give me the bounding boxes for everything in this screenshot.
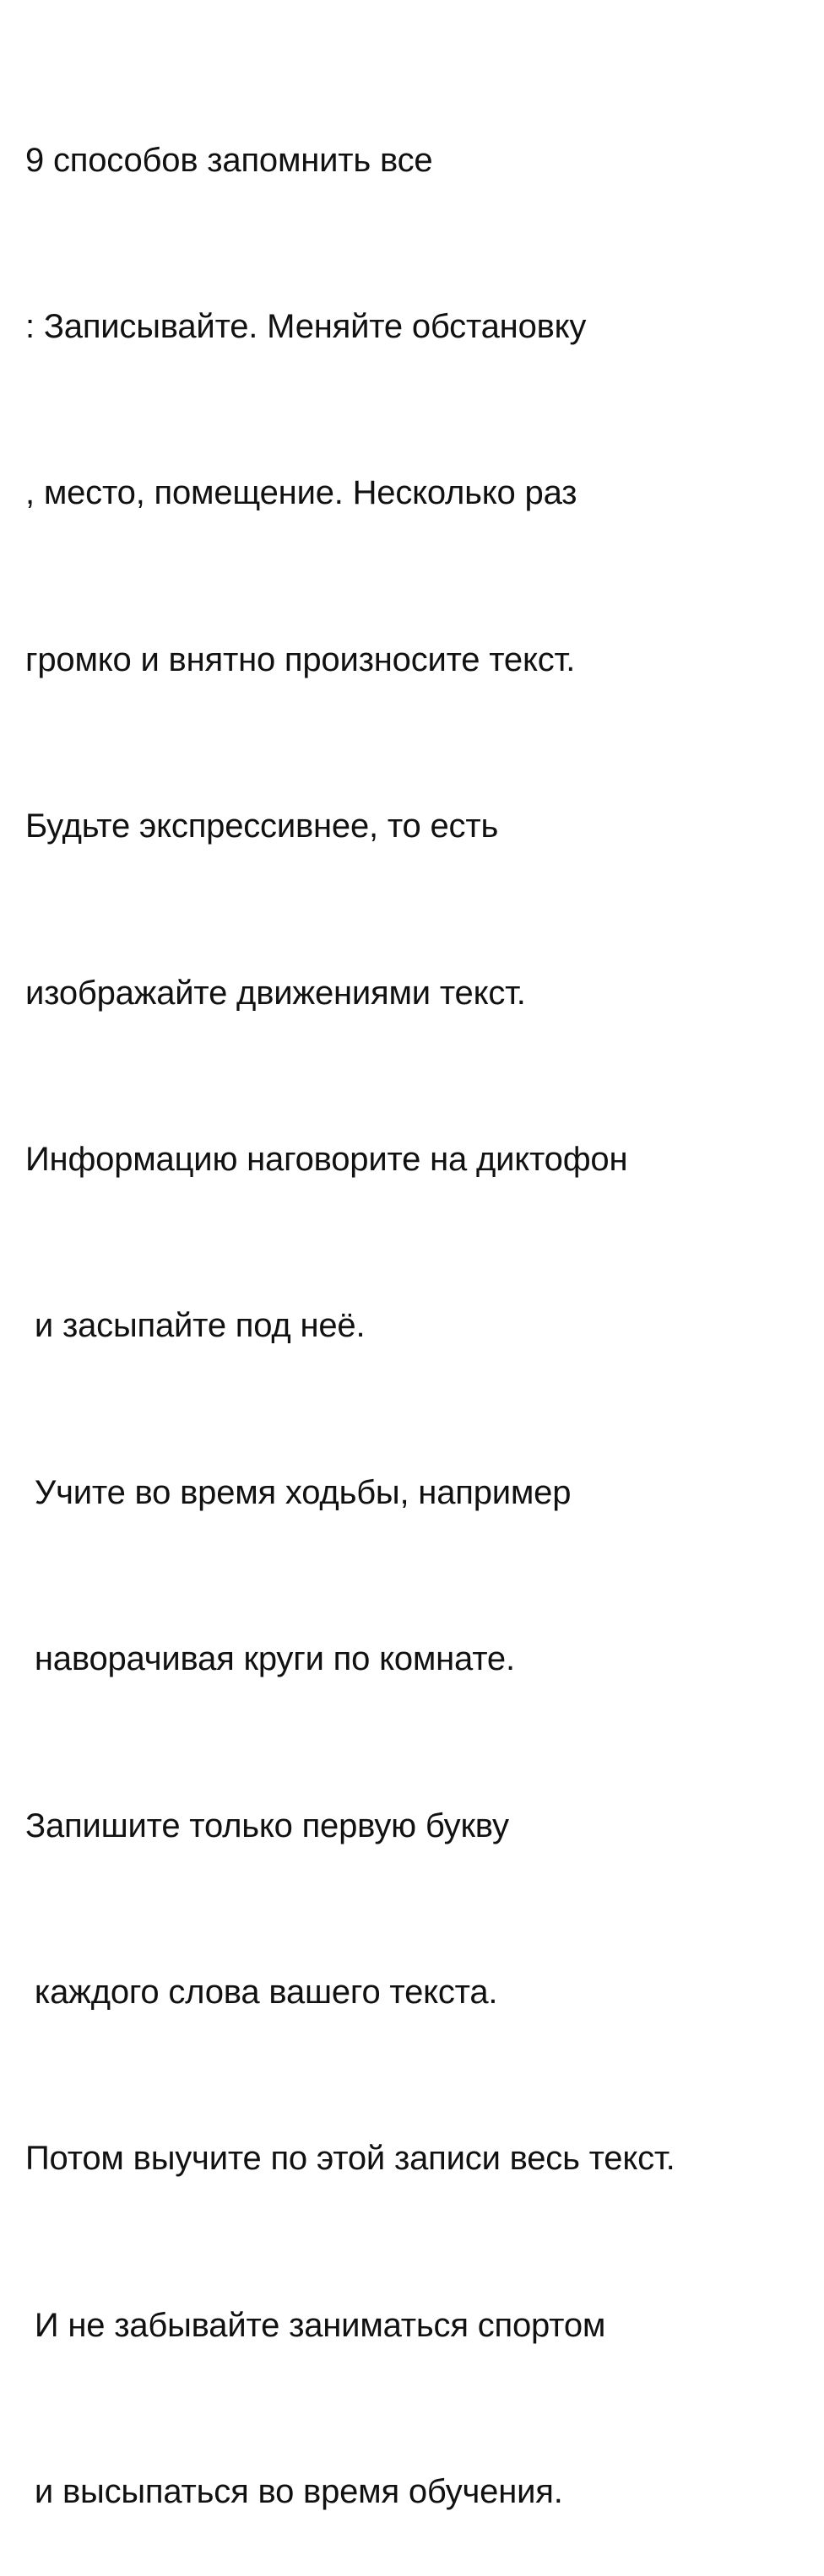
text-line: 9 способов запомнить все xyxy=(25,141,433,179)
text-line: Запишите только первую букву xyxy=(25,1806,509,1844)
text-line: каждого слова вашего текста. xyxy=(25,1973,498,2011)
text-line: , место, помещение. Несколько раз xyxy=(25,474,577,512)
text-line: и засыпайте под неё. xyxy=(25,1307,366,1345)
text-line: и высыпаться во время обучения. xyxy=(25,2473,563,2511)
text-line: : Записывайте. Меняйте обстановку xyxy=(25,307,587,345)
text-line: И не забывайте заниматься спортом xyxy=(25,2306,606,2344)
text-line: изображайте движениями текст. xyxy=(25,974,526,1012)
text-line: громко и внятно произносите текст. xyxy=(25,640,576,678)
text-line: наворачивая круги по комнате. xyxy=(25,1640,515,1678)
text-line: Учите во время ходьбы, например xyxy=(25,1473,572,1511)
document-text xyxy=(25,22,810,2576)
text-line: Потом выучите по этой записи весь текст. xyxy=(25,2140,675,2178)
text-line: Будьте экспрессивнее, то есть xyxy=(25,807,499,845)
text-line: Информацию наговорите на диктофон xyxy=(25,1140,628,1178)
